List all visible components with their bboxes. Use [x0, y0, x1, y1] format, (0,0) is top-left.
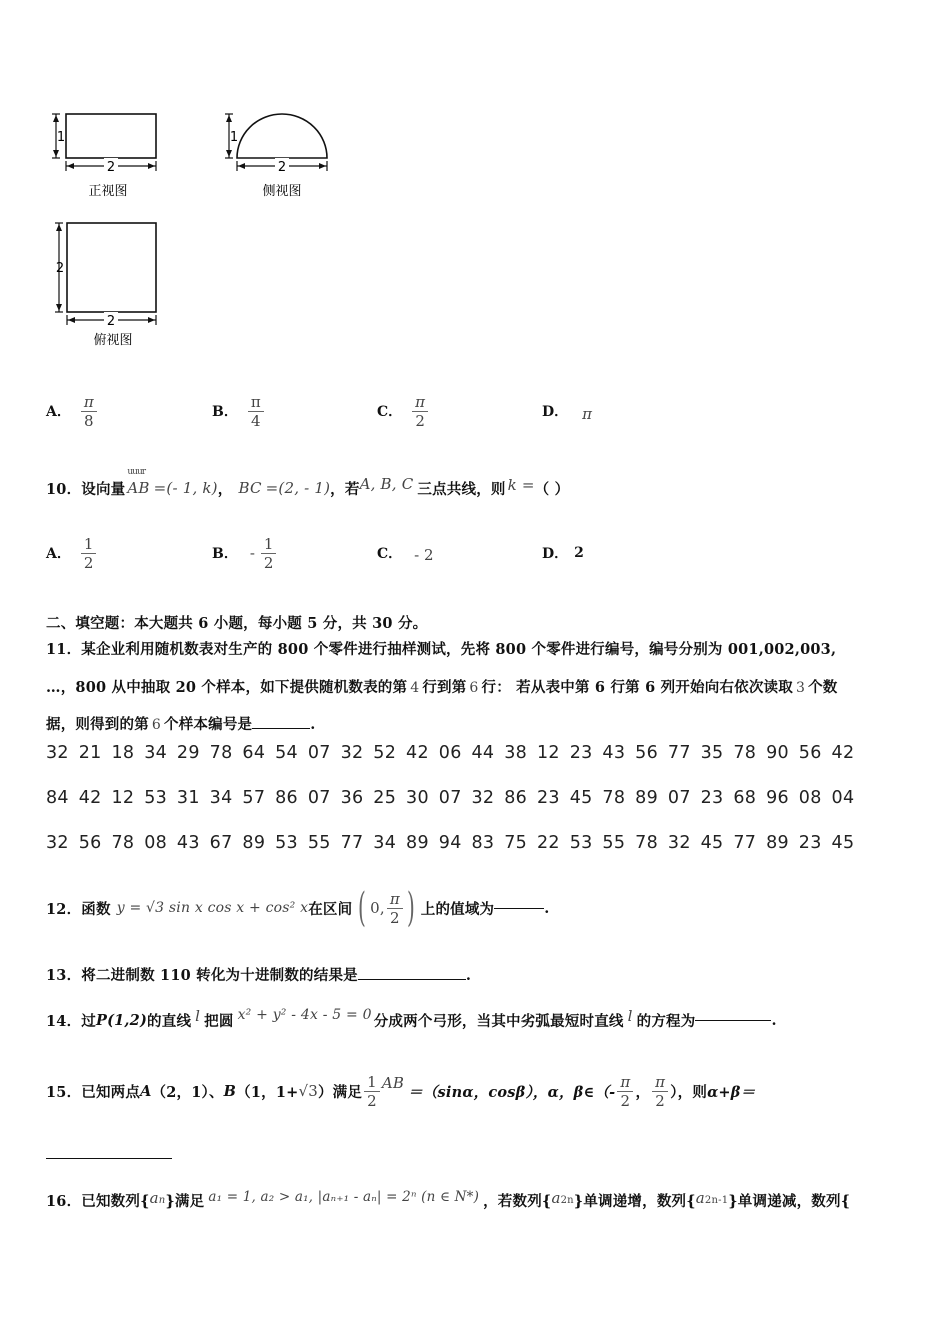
- random-table-row-6: 32 56 78 08 43 67 89 53 55 77 34 89 94 83 75 22 53 55 78 32 45 77 89 23 45: [46, 833, 855, 853]
- side-view-semicircle: [237, 114, 327, 158]
- side-height-label: 1: [229, 130, 239, 145]
- q16-an-sub: n: [158, 1194, 166, 1206]
- q12-interval-den: 2: [390, 908, 400, 927]
- q16-condition: a₁ = 1, a₂ > a₁, |aₙ₊₁ - aₙ| = 2ⁿ (n ∈ N*): [208, 1189, 480, 1205]
- q10-bc: BC: [238, 479, 262, 497]
- q11-line3: [46, 713, 315, 734]
- q10-text1: 设向量: [81, 480, 126, 498]
- q15-half-den: 2: [367, 1091, 377, 1110]
- q13-end: .: [465, 967, 472, 984]
- q12-text2: 在区间: [308, 900, 353, 918]
- q11-line1: 11．某企业利用随机数表对生产的 800 个零件进行抽样测试，先将 800 个零件进行编号，编号分别为 001,002,003,: [46, 641, 837, 658]
- q9-option-a[interactable]: [46, 386, 97, 436]
- q16-stem: [46, 1182, 850, 1218]
- q15-sqrt3: √3: [298, 1082, 318, 1100]
- q14-circle: x² + y² - 4x - 5 = 0: [237, 1007, 372, 1023]
- q10-number: 10．: [46, 480, 82, 498]
- section2-heading: 二、填空题：本大题共 6 小题，每小题 5 分，共 30 分。: [46, 615, 428, 632]
- q9-option-d[interactable]: [542, 386, 592, 436]
- q13-stem: [46, 964, 471, 985]
- q11-line2a: …，800 从中抽取 20 个样本，如下提供随机数表的第: [46, 679, 408, 696]
- q9-c-den: 2: [415, 411, 425, 430]
- q10-points: A, B, C: [359, 475, 414, 493]
- q10-ab: AB: [127, 479, 150, 497]
- q12-stem: [46, 880, 550, 936]
- q12-interval: ( 0, $\frac{\pi}{2}$ ): [358, 885, 415, 931]
- q15-ab: AB: [381, 1074, 405, 1092]
- q9-a-den: 8: [84, 411, 94, 430]
- q16-text1: 16．已知数列{: [46, 1192, 150, 1210]
- q15-a-coord: （2，1）、: [151, 1083, 224, 1101]
- q12-interval-left: 0,: [370, 899, 385, 917]
- q10-b-num: 1: [261, 535, 277, 554]
- q10-b-sign: -: [249, 544, 255, 562]
- q11-answer-blank[interactable]: [252, 728, 310, 729]
- q9-d-label: D．: [542, 404, 569, 420]
- q14-answer-blank[interactable]: [695, 1020, 771, 1021]
- q10-b-label: B．: [212, 546, 238, 562]
- q10-c-value: - 2: [414, 546, 434, 564]
- q9-b-label: B．: [212, 404, 238, 420]
- q15-B: B: [223, 1082, 237, 1100]
- q16-a2n-sub: 2n: [560, 1194, 574, 1206]
- q15-b-coord: （1，1+: [236, 1083, 299, 1101]
- q16-a2n1-sub: 2n-1: [704, 1194, 729, 1206]
- q15-A: A: [140, 1082, 152, 1100]
- q15-pi-num-1: π: [617, 1073, 633, 1092]
- q12-interval-num: π: [387, 890, 403, 909]
- q9-b-num: π: [248, 393, 264, 412]
- side-view-caption: 侧视图: [262, 184, 302, 199]
- q15-answer-blank[interactable]: [46, 1158, 172, 1159]
- top-view-rect: [67, 223, 156, 312]
- q14-text2: 的直线: [147, 1012, 192, 1030]
- q16-a2n: a: [551, 1189, 561, 1207]
- q12-answer-blank[interactable]: [494, 908, 544, 909]
- q15-sum: α+β＝: [707, 1083, 756, 1101]
- q11-n3: 3: [795, 680, 806, 696]
- q10-paren: （ ）: [534, 480, 570, 498]
- q9-d-value: π: [582, 405, 592, 423]
- q11-line3a: 据，则得到的第: [46, 716, 149, 733]
- q10-b-den: 2: [263, 553, 274, 572]
- front-height-label: 1: [56, 130, 66, 145]
- q11-line2: [46, 676, 837, 697]
- q14-text1: 14．过: [46, 1012, 96, 1030]
- q10-option-a[interactable]: [46, 528, 96, 578]
- q14-text3: 把圆: [204, 1012, 234, 1030]
- q9-option-b[interactable]: [212, 386, 264, 436]
- q15-text1: 15．已知两点: [46, 1083, 141, 1101]
- q14-text4: 分成两个弓形，当其中劣弧最短时直线: [373, 1012, 624, 1030]
- q15-pi-den-1: 2: [620, 1091, 631, 1110]
- q13-text: 13．将二进制数 110 转化为十进制数的结果是: [46, 967, 358, 984]
- random-table-row-4: 32 21 18 34 29 78 64 54 07 32 52 42 06 44 38 12 23 43 56 77 35 78 90 56 42: [46, 743, 855, 763]
- q14-line-l: l: [195, 1007, 201, 1025]
- q11-n1: 4: [410, 680, 420, 696]
- q10-a-num: 1: [81, 535, 97, 554]
- q12-formula: y = √3 sin x cos x + cos² x: [116, 900, 309, 916]
- q10-option-c[interactable]: [377, 528, 434, 578]
- q10-ab-arrow: uuur: [127, 467, 146, 477]
- q10-stem: [46, 467, 570, 506]
- q10-d-value: 2: [574, 545, 584, 561]
- q10-ab-value: =(- 1, k): [153, 479, 218, 497]
- q11-line2c: 行： 若从表中第 6 行第 6 列开始向右依次读取: [481, 679, 793, 696]
- q10-c-label: C．: [377, 546, 403, 562]
- q10-comma: ，: [217, 480, 233, 498]
- q10-d-label: D．: [542, 546, 569, 562]
- q16-an: a: [149, 1189, 159, 1207]
- q10-a-den: 2: [83, 553, 94, 572]
- q12-end: .: [544, 899, 550, 917]
- top-height-label: 2: [55, 261, 65, 276]
- q10-bc-value: =(2, - 1): [265, 479, 331, 497]
- top-width-label: 2: [106, 314, 116, 329]
- q10-text2: ，若: [330, 480, 360, 498]
- top-view-caption: 俯视图: [93, 333, 133, 348]
- q10-text3: 三点共线，则: [417, 480, 506, 498]
- q15-text2: ）满足: [317, 1083, 363, 1101]
- q15-stem: [46, 1060, 755, 1122]
- q14-line-l2: l: [627, 1007, 633, 1025]
- q16-a2n1: a: [695, 1189, 705, 1207]
- q14-stem: [46, 1002, 777, 1038]
- q9-a-label: A．: [46, 404, 71, 420]
- front-view-rect: [66, 114, 156, 158]
- q14-point: P(1,2): [95, 1011, 148, 1029]
- q10-a-label: A．: [46, 546, 71, 562]
- q9-b-den: 4: [251, 411, 261, 430]
- q11-n2: 6: [469, 680, 479, 696]
- q15-text4: ），则: [670, 1083, 708, 1101]
- q9-c-num: π: [412, 393, 428, 412]
- q15-text3: ＝（sinα，cosβ），α，β∈（-: [408, 1083, 616, 1101]
- side-width-label: 2: [277, 160, 287, 175]
- q16-text3: ，若数列{: [483, 1192, 552, 1210]
- q10-option-b[interactable]: [212, 528, 276, 578]
- q11-line2b: 行到第: [422, 679, 467, 696]
- three-view-figure: [40, 100, 360, 360]
- q10-option-d[interactable]: [542, 528, 584, 578]
- q9-c-label: C．: [377, 404, 403, 420]
- q12-text1: 函数: [81, 900, 111, 918]
- q16-text2: }满足: [165, 1192, 205, 1210]
- q11-line3b: 个样本编号是: [164, 716, 253, 733]
- q15-comma: ，: [635, 1083, 651, 1101]
- q16-text5: }单调递减，数列{: [728, 1192, 851, 1210]
- front-width-label: 2: [106, 160, 116, 175]
- q14-end: .: [771, 1011, 777, 1029]
- front-view-caption: 正视图: [88, 184, 128, 199]
- q15-pi-den-2: 2: [655, 1091, 666, 1110]
- q16-text4: }单调递增，数列{: [573, 1192, 696, 1210]
- q15-pi-num-2: π: [652, 1073, 668, 1092]
- q10-k: k =: [507, 476, 535, 494]
- q14-text5: 的方程为: [636, 1012, 696, 1030]
- random-table-row-5: 84 42 12 53 31 34 57 86 07 36 25 30 07 32 86 23 45 78 89 07 23 68 96 08 04: [46, 788, 855, 808]
- q9-option-c[interactable]: [377, 386, 428, 436]
- q11-line3c: .: [310, 716, 316, 733]
- q12-number: 12．: [46, 900, 82, 918]
- q9-a-num: π: [81, 393, 97, 412]
- q13-answer-blank[interactable]: [358, 979, 466, 980]
- q11-line2d: 个数: [808, 679, 838, 696]
- q12-text3: 上的值域为: [420, 900, 495, 918]
- q15-half-num: 1: [364, 1073, 380, 1092]
- q11-n4: 6: [151, 717, 162, 733]
